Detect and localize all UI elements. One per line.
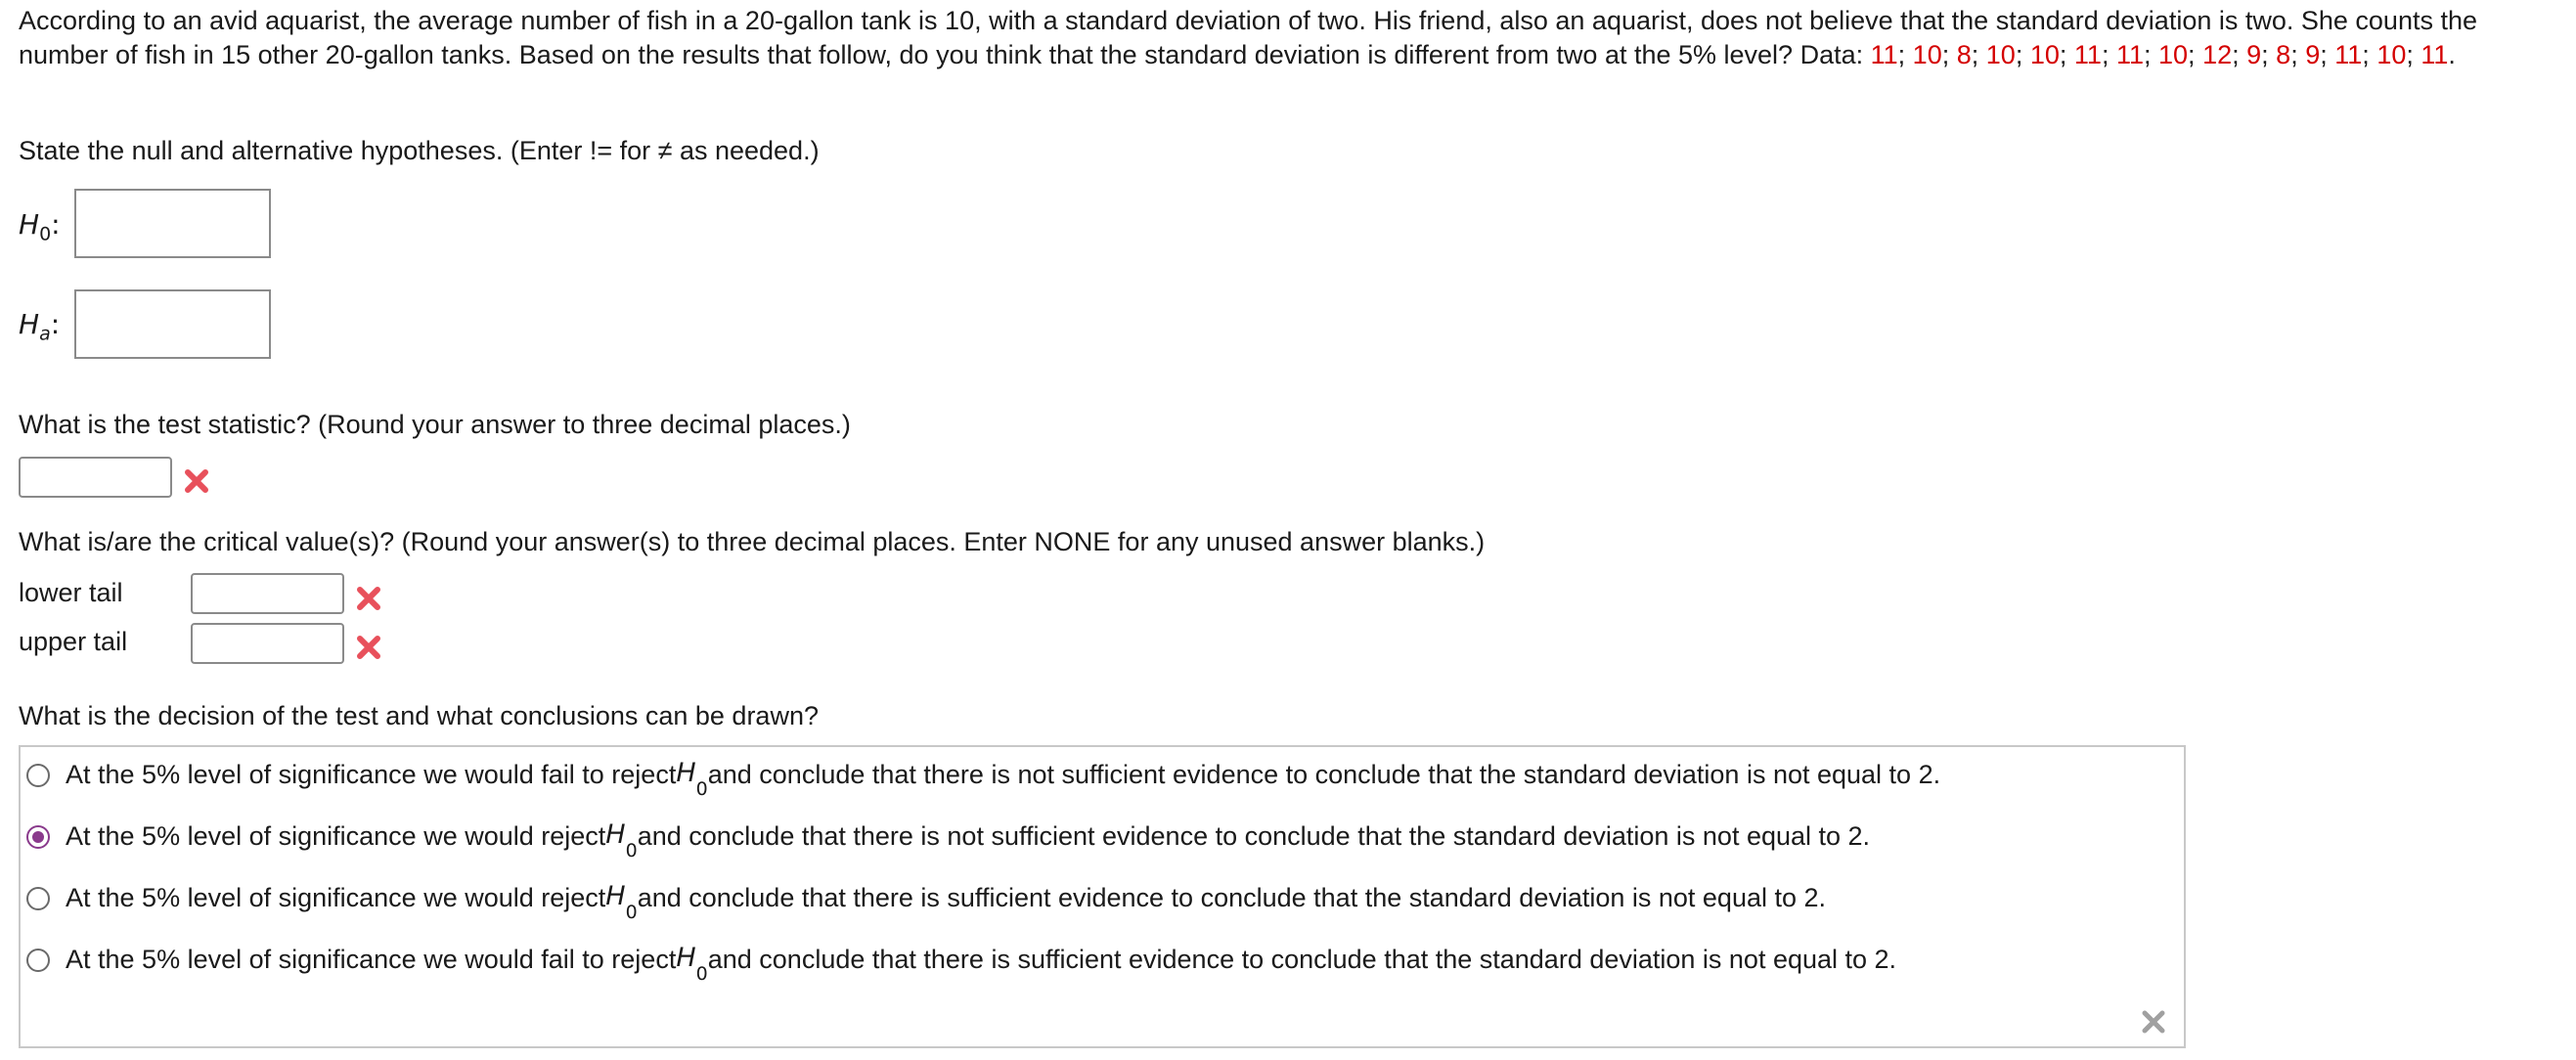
h0-input[interactable] (74, 189, 271, 258)
data-value: 10 (2029, 40, 2060, 69)
incorrect-x-icon (2139, 1007, 2168, 1037)
radio-button[interactable] (26, 949, 50, 972)
data-value: 10 (2158, 40, 2189, 69)
upper-tail-input[interactable] (191, 623, 344, 664)
data-separator: ; (2143, 40, 2158, 69)
data-separator: ; (1897, 40, 1913, 69)
critical-values-prompt: What is/are the critical value(s)? (Round your answer(s) to three decimal places. Enter NONE for any unused answer blanks.) (19, 527, 1486, 556)
data-value: 10 (1912, 40, 1942, 69)
problem-statement (19, 4, 2561, 72)
data-separator: ; (2290, 40, 2306, 69)
radio-button[interactable] (26, 887, 50, 910)
data-separator: ; (2059, 40, 2074, 69)
radio-button[interactable] (26, 825, 50, 849)
data-separator: ; (1971, 40, 1986, 69)
incorrect-x-icon (181, 465, 212, 497)
data-separator: ; (2232, 40, 2247, 69)
h0-label: $H_0$: (19, 208, 61, 245)
question-container (19, 0, 2561, 986)
radio-button[interactable] (26, 764, 50, 787)
ha-label: $H_a$: (19, 308, 61, 345)
decision-option-4[interactable]: At the 5% level of significance we would fail to reject $H_0$ and conclude that there is sufficient evidence to conclude that the standard deviation is not equal to 2. (26, 943, 1896, 977)
decision-prompt: What is the decision of the test and what conclusions can be drawn? (19, 701, 819, 730)
data-value: 11 (1870, 40, 1898, 69)
data-separator: ; (2188, 40, 2203, 69)
data-separator: ; (2101, 40, 2116, 69)
data-values (1871, 40, 2456, 69)
data-value: 11 (2073, 40, 2102, 69)
data-value: 10 (2376, 40, 2407, 69)
data-separator: ; (2320, 40, 2335, 69)
data-value: 11 (2334, 40, 2363, 69)
data-value: 8 (1956, 40, 1972, 69)
test-statistic-input[interactable] (19, 457, 172, 498)
data-value: 11 (2115, 40, 2144, 69)
ha-input[interactable] (74, 289, 271, 359)
hypotheses-prompt: State the null and alternative hypotheses. (Enter != for ≠ as needed.) (19, 136, 820, 165)
decision-option-2[interactable]: At the 5% level of significance we would reject $H_0$ and conclude that there is not sufficient evidence to conclude that the standard deviation is not equal to 2. (26, 819, 1870, 854)
incorrect-x-icon (353, 583, 384, 614)
problem-text: According to an avid aquarist, the average number of fish in a 20-gallon tank is 10, with a standard deviation of two. His friend, also an aquarist, does not believe that the standard deviation is two. She counts the number of fish in 15 other 20-gallon tanks. Based on the results that follow, do you think that the standard deviation is different from two at the 5% level? Data: (19, 6, 2478, 69)
test-statistic-prompt: What is the test statistic? (Round your answer to three decimal places.) (19, 410, 851, 439)
data-value: 9 (2246, 40, 2262, 69)
lower-tail-label: lower tail (19, 578, 123, 607)
incorrect-x-icon (353, 632, 384, 663)
data-value: 11 (2421, 40, 2449, 69)
decision-choices (19, 745, 2186, 1048)
data-value: 12 (2202, 40, 2233, 69)
data-separator: ; (2406, 40, 2421, 69)
upper-tail-label: upper tail (19, 627, 128, 656)
data-separator: . (2448, 40, 2456, 69)
data-separator: ; (2015, 40, 2030, 69)
data-separator: ; (1941, 40, 1957, 69)
data-value: 10 (1985, 40, 2016, 69)
data-separator: ; (2362, 40, 2377, 69)
decision-option-3[interactable]: At the 5% level of significance we would reject $H_0$ and conclude that there is sufficient evidence to conclude that the standard deviation is not equal to 2. (26, 881, 1826, 915)
data-value: 9 (2305, 40, 2321, 69)
data-value: 8 (2276, 40, 2291, 69)
data-separator: ; (2261, 40, 2277, 69)
decision-option-1[interactable]: At the 5% level of significance we would fail to reject $H_0$ and conclude that there is not sufficient evidence to conclude that the standard deviation is not equal to 2. (26, 758, 1940, 792)
lower-tail-input[interactable] (191, 573, 344, 614)
